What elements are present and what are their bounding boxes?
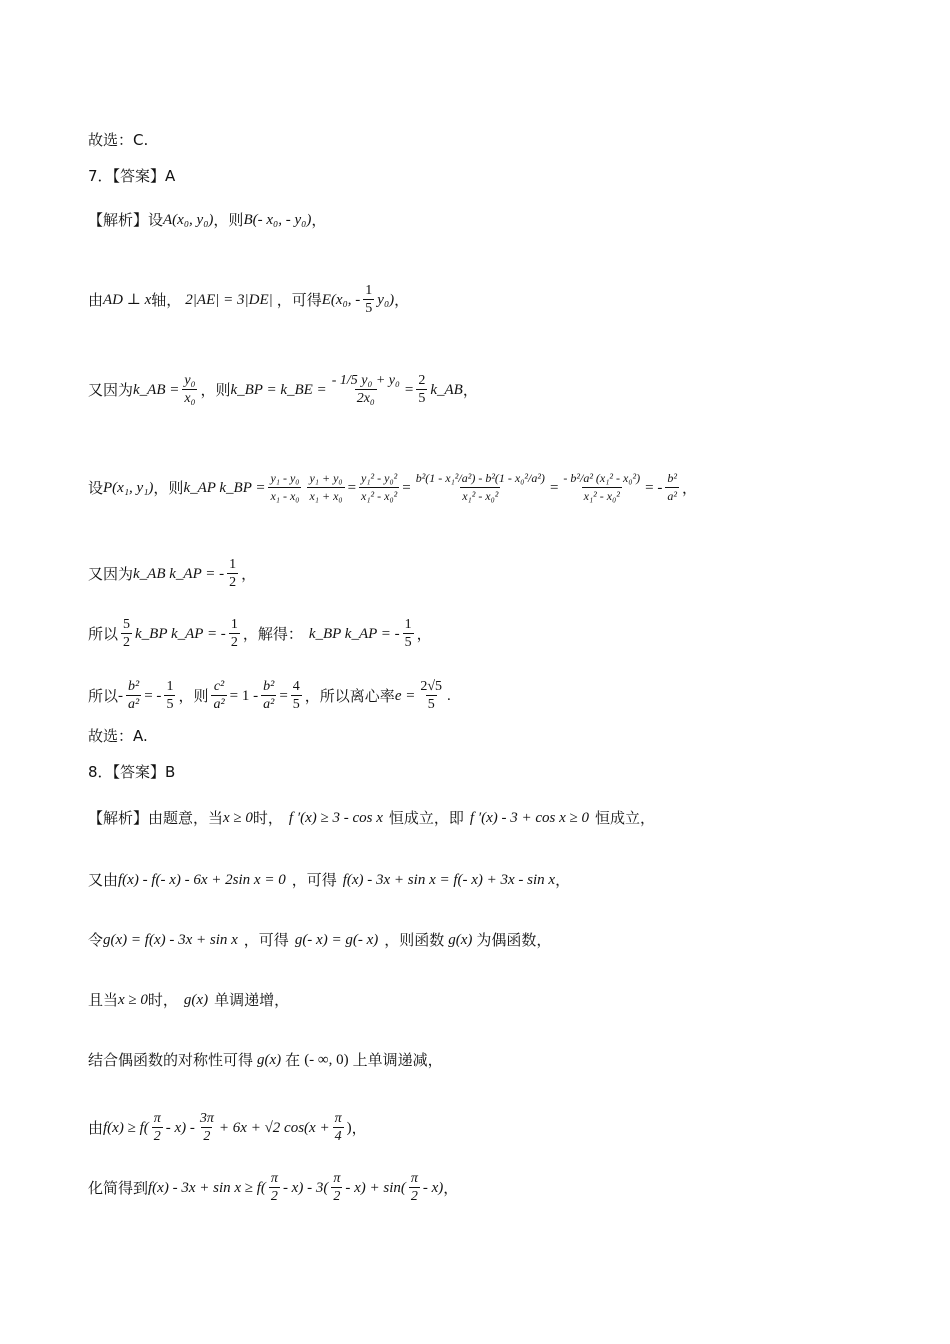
text: ， <box>241 564 257 583</box>
fraction: $\frac{\text{b²}}{\text{a²}}$ <box>263 679 275 712</box>
q7-step-7 <box>88 678 910 713</box>
text: 为偶函数， <box>476 931 552 949</box>
text: 所以 <box>88 686 119 705</box>
text: 恒成立，即 <box>388 809 464 827</box>
math: g(x) = f(x) - 3x + sin x <box>103 932 238 948</box>
q7-step-1 <box>88 210 910 230</box>
text: 由 <box>88 290 104 309</box>
fraction: $\frac{1}{2}$ <box>229 557 237 590</box>
math: = 1 - <box>229 687 259 704</box>
fraction: $\frac{5}{2}$ <box>123 617 131 650</box>
text: ， <box>443 1178 459 1197</box>
math: = <box>549 479 559 496</box>
text: 令 <box>88 931 104 949</box>
text: ，可得 <box>291 871 337 889</box>
text: 故选：C. <box>88 131 149 149</box>
fraction: $\frac{1}{2}$ <box>230 617 238 650</box>
fraction: $\frac{2√5}{5}$ <box>420 679 443 712</box>
text: 设 <box>88 478 104 497</box>
math: g(x) <box>448 932 473 948</box>
text: 由 <box>88 1118 104 1137</box>
math: k_BP k_AP = - <box>308 625 400 642</box>
text: 且当 <box>88 991 119 1009</box>
text: ， <box>462 380 478 399</box>
fraction: $\frac{\text{- b²/a² (x₁² - x₀²)}}{\text{x₁² - x₀²}}$ <box>563 471 641 503</box>
fraction: $\frac{\text{c²}}{\text{a²}}$ <box>213 679 225 712</box>
math: g(- x) = g(- x) <box>294 932 379 948</box>
fraction: $\frac{\text{y₀}}{\text{x₀}}$ <box>184 373 196 406</box>
math: e = <box>394 687 416 704</box>
fraction: $\frac{1}{5}$ <box>166 679 174 712</box>
fraction: $\frac{4}{5}$ <box>292 679 300 712</box>
math: = - <box>144 687 162 704</box>
math: f(x) - 3x + sin x = f(- x) + 3x - sin x <box>342 872 556 888</box>
math: ) <box>346 1119 352 1136</box>
text: 所以 <box>88 624 119 643</box>
math: P(x₁, y₁) <box>103 479 154 496</box>
q8-step-7 <box>88 1170 910 1205</box>
math: f(x) ≥ f( <box>103 1119 149 1136</box>
math: f(x) - f(- x) - 6x + 2sin x = 0 <box>118 872 286 888</box>
text: ，所以离心率 <box>304 686 395 705</box>
math: - x) - 3( <box>282 1179 329 1196</box>
q7-step-6 <box>88 616 910 651</box>
math: f ′(x) ≥ 3 - cos x <box>288 810 383 826</box>
fraction: $\frac{\text{b²}}{\text{a²}}$ <box>667 471 677 503</box>
fraction: $\frac{\text{y₁ + y₀}}{\text{x₁ + x₀}}$ <box>309 471 343 503</box>
q8-step-4 <box>88 990 910 1010</box>
math: - <box>118 687 124 704</box>
math: k_AB = <box>133 381 180 398</box>
text: 时， <box>252 809 283 827</box>
text: 上单调递减， <box>352 1051 443 1069</box>
text: ， <box>681 478 697 497</box>
text: 时， <box>147 991 178 1009</box>
q7-step-4 <box>88 470 910 505</box>
math: y₀) <box>377 291 395 308</box>
math: B(- x₀, - y₀) <box>243 212 312 228</box>
math: g(x) <box>183 992 209 1008</box>
text: 又由 <box>88 871 119 889</box>
q8-step-5 <box>88 1050 910 1070</box>
text: 恒成立， <box>595 809 656 827</box>
text: 又因为 <box>88 564 134 583</box>
math: k_AB k_AP = - <box>133 565 225 582</box>
text: 7．【答案】A <box>88 167 176 185</box>
text: ， <box>311 211 327 229</box>
math: = - <box>645 479 663 496</box>
fraction: $\frac{1}{5}$ <box>404 617 412 650</box>
math: x ≥ 0 <box>118 992 148 1008</box>
math: k_AP k_BP = <box>183 479 266 496</box>
fraction: $\frac{\text{b²(1 - x₁²/a²) - b²(1 - x₀²/a²)}}{\text{x₁² - x₀²}}$ <box>415 471 545 503</box>
answer-line-a <box>88 726 910 746</box>
q7-step-3 <box>88 372 910 407</box>
question-7-answer <box>88 166 910 186</box>
answer-line-c <box>88 130 910 150</box>
text: ， <box>555 871 571 889</box>
text: ，可得 <box>243 931 289 949</box>
math: f ′(x) - 3 + cos x ≥ 0 <box>469 810 590 826</box>
text: 单调递增， <box>214 991 290 1009</box>
text: 在 <box>285 1051 301 1069</box>
math: = <box>279 687 288 704</box>
math: = <box>402 479 411 496</box>
q8-step-3 <box>88 930 910 950</box>
text: ，则 <box>213 211 244 229</box>
math: k_AB <box>430 381 463 398</box>
text: ，则 <box>153 478 184 497</box>
math: 2|AE| = 3|DE| <box>185 291 273 308</box>
text: 轴， <box>151 290 182 309</box>
text: 【解析】由题意，当 <box>88 809 224 827</box>
q8-step-6 <box>88 1110 910 1145</box>
q7-step-5 <box>88 556 910 591</box>
fraction: $\frac{\pi}{2}$ <box>270 1171 278 1204</box>
math: k_BP = k_BE = <box>230 381 327 398</box>
math: - x) + sin( <box>345 1179 406 1196</box>
text: ，则 <box>200 380 231 399</box>
math: g(x) <box>257 1052 282 1068</box>
fraction: $\frac{\pi}{2}$ <box>410 1171 418 1204</box>
math: x ≥ 0 <box>223 810 253 826</box>
fraction: $\frac{2}{5}$ <box>418 373 426 406</box>
fraction: $\frac{\text{b²}}{\text{a²}}$ <box>128 679 140 712</box>
math: + 6x + √2 cos(x + <box>218 1119 330 1136</box>
math: = <box>347 479 357 496</box>
fraction: $\frac{1}{5}$ <box>365 283 373 316</box>
text: ，可得 <box>276 290 322 309</box>
text: ， <box>394 290 410 309</box>
q8-step-1 <box>88 808 910 828</box>
math: E(x₀, - <box>321 291 361 308</box>
text: ， <box>351 1118 367 1137</box>
math: (- ∞, 0) <box>304 1052 349 1068</box>
fraction: $\frac{\pi}{2}$ <box>153 1111 161 1144</box>
text: 8．【答案】B <box>88 763 176 781</box>
math: f(x) - 3x + sin x ≥ f( <box>148 1179 266 1196</box>
text: 【解析】设 <box>88 211 164 229</box>
text: 化简得到 <box>88 1178 149 1197</box>
fraction: $\frac{\pi}{4}$ <box>334 1111 342 1144</box>
math: k_BP k_AP = - <box>135 625 226 642</box>
question-8-answer <box>88 762 910 782</box>
text: 结合偶函数的对称性可得 <box>88 1051 254 1069</box>
math: - x) - <box>165 1119 195 1136</box>
fraction: $\frac{3\pi}{2}$ <box>199 1111 214 1144</box>
fraction: $\frac{\text{y₁ - y₀}}{\text{x₁ - x₀}}$ <box>270 471 300 503</box>
q7-step-2 <box>88 282 910 317</box>
math: - x) <box>422 1179 444 1196</box>
q8-step-2 <box>88 870 910 890</box>
text: 又因为 <box>88 380 134 399</box>
math: AD ⊥ x <box>103 291 152 308</box>
math: . <box>447 687 451 704</box>
text: ，则函数 <box>384 931 445 949</box>
math: = <box>404 381 414 398</box>
text: ， <box>416 624 432 643</box>
text: 故选：A. <box>88 727 148 745</box>
fraction: $\frac{\pi}{2}$ <box>333 1171 341 1204</box>
text: ，解得： <box>242 624 303 643</box>
text: ，则 <box>178 686 209 705</box>
math: A(x₀, y₀) <box>163 212 214 228</box>
fraction: $\frac{\text{y₁² - y₀²}}{\text{x₁² - x₀²}}$ <box>361 471 398 503</box>
fraction: $\frac{\text{- 1/5 y₀ + y₀}}{\text{2x₀}}$ <box>331 373 400 406</box>
